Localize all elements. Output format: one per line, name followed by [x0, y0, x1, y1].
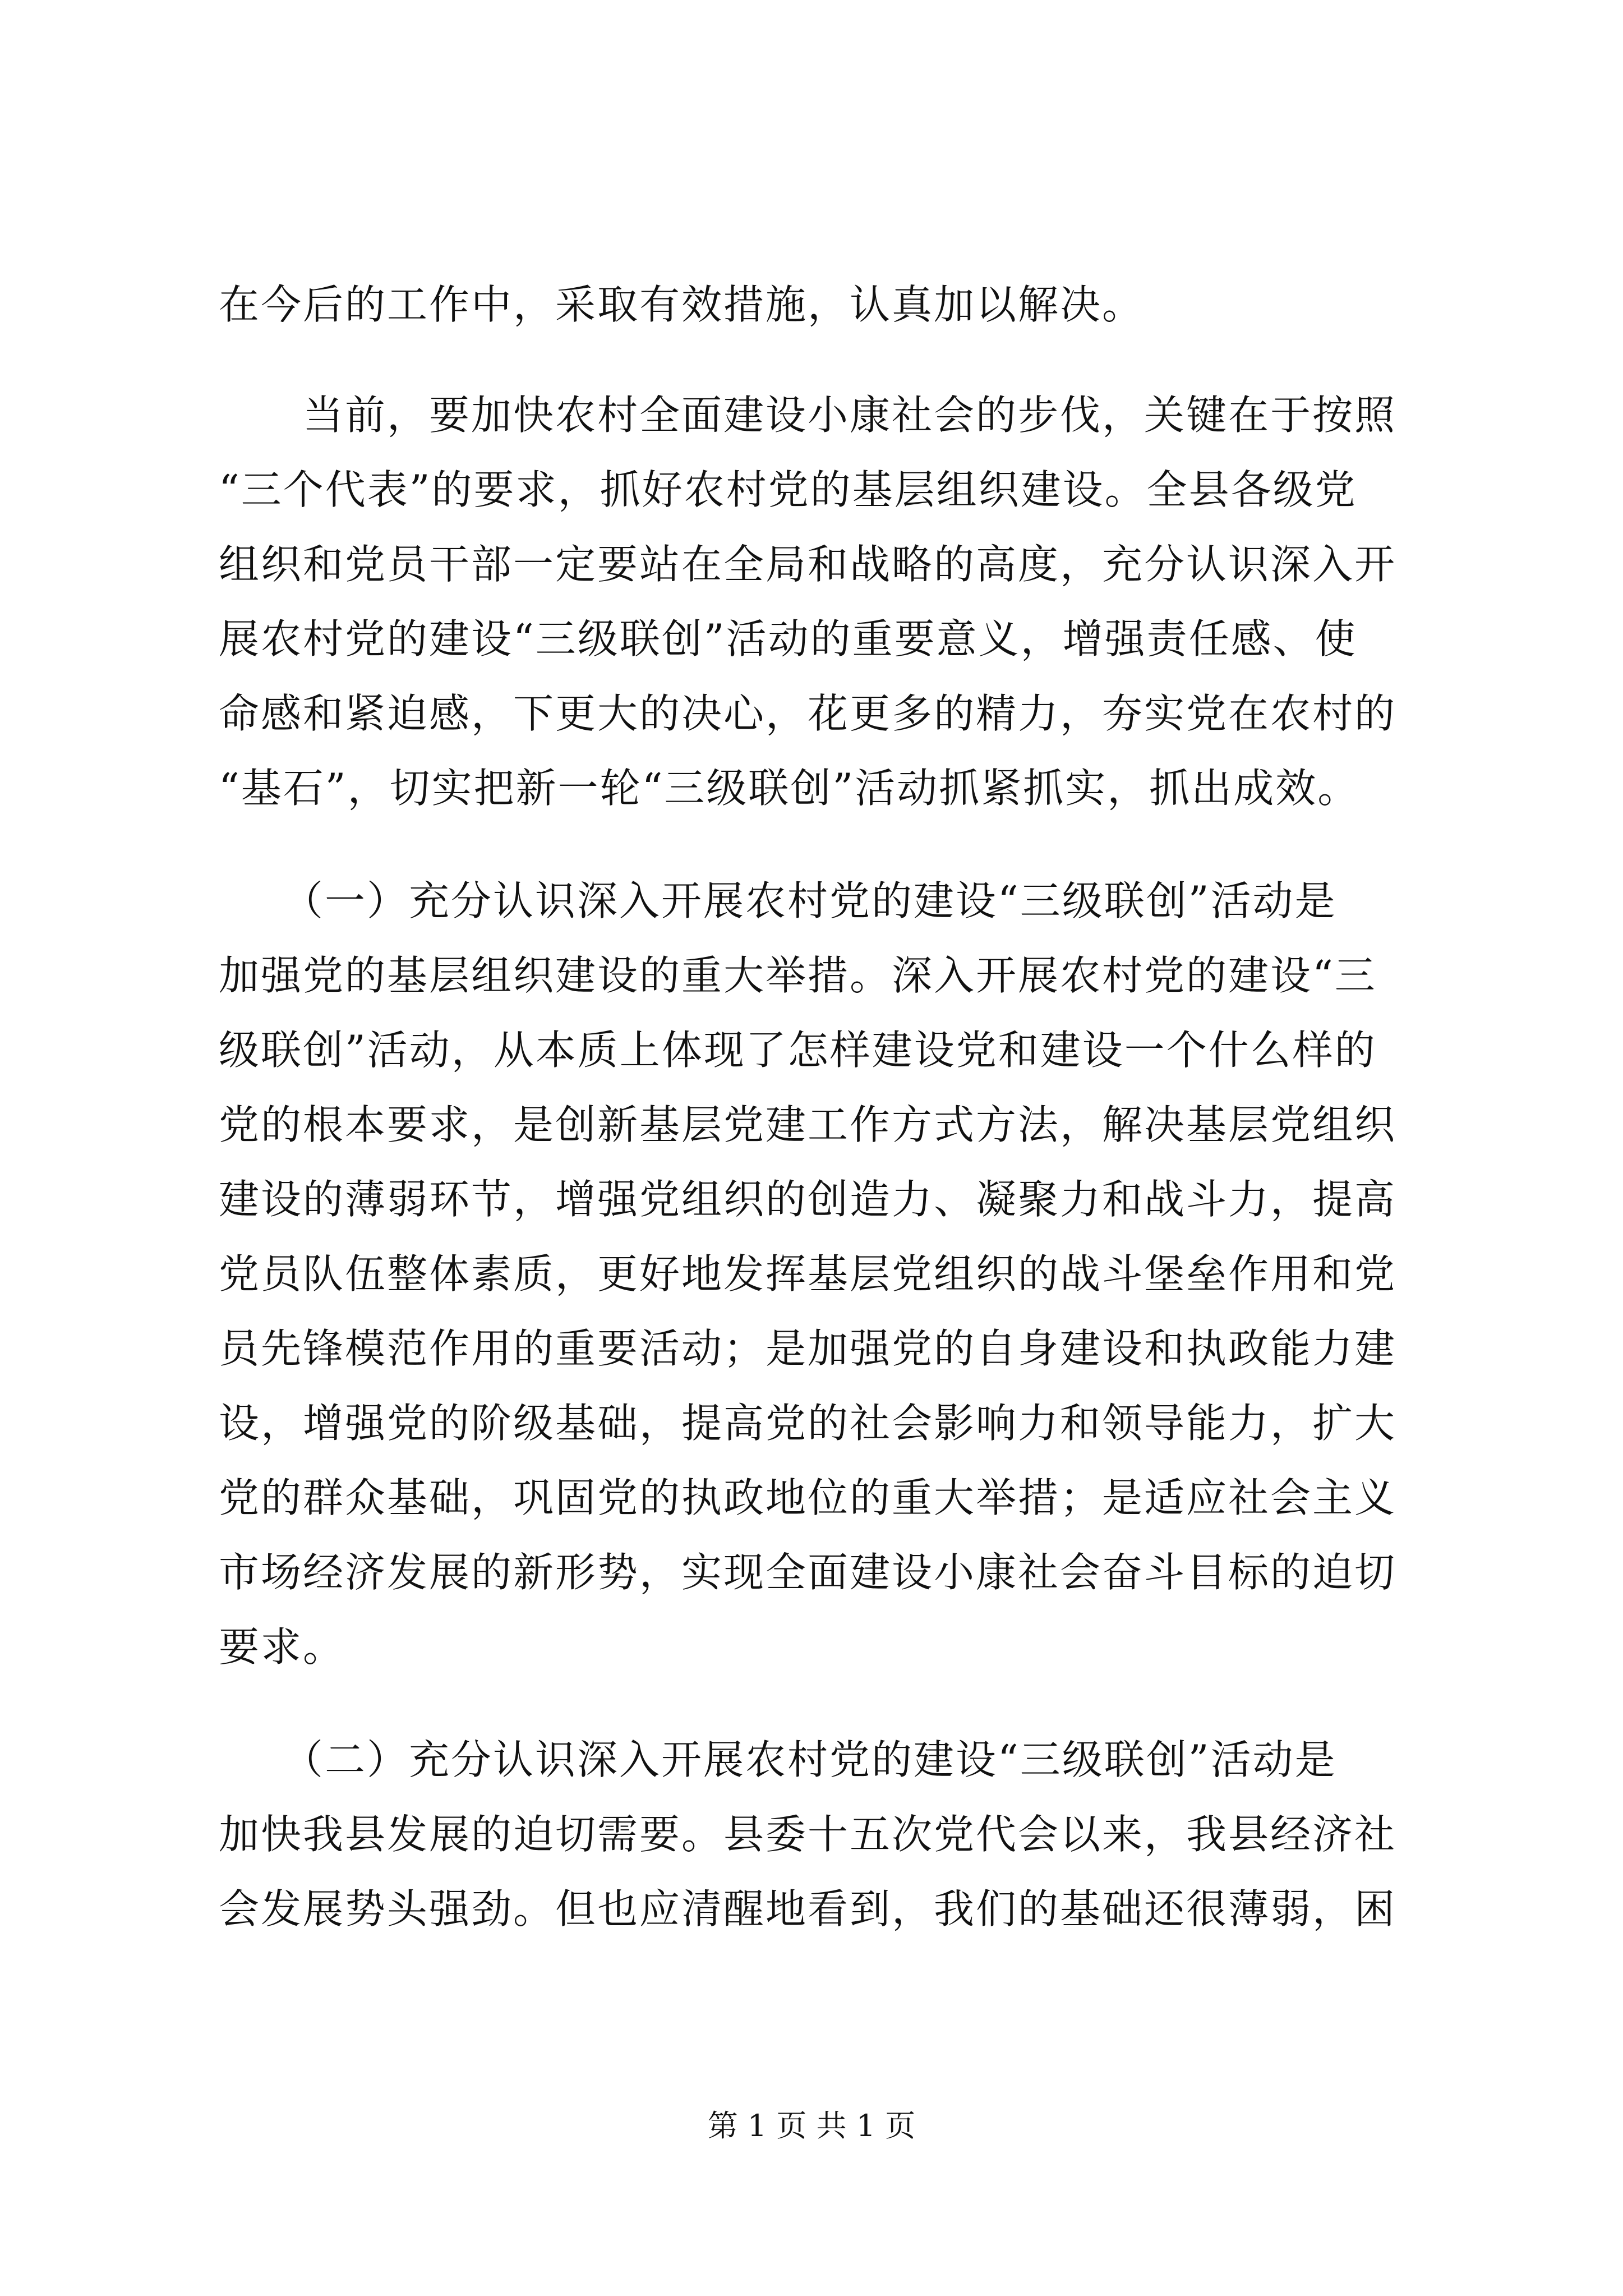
body-text-line: 会发展势头强劲。但也应清醒地看到，我们的基础还很薄弱，困	[219, 1885, 1397, 1932]
body-text-line: （一）充分认识深入开展农村党的建设“三级联创”活动是	[219, 877, 1337, 924]
body-text-line: 员先锋模范作用的重要活动；是加强党的自身建设和执政能力建	[219, 1325, 1397, 1372]
body-text-line: 党员队伍整体素质，更好地发挥基层党组织的战斗堡垒作用和党	[219, 1250, 1397, 1297]
body-text-line: 在今后的工作中，采取有效措施，认真加以解决。	[219, 281, 1145, 328]
body-text-line: 组织和党员干部一定要站在全局和战略的高度，充分认识深入开	[219, 541, 1397, 588]
body-text-line: 建设的薄弱环节，增强党组织的创造力、凝聚力和战斗力，提高	[219, 1176, 1397, 1223]
body-text-line: 展农村党的建设“三级联创”活动的重要意义，增强责任感、使	[219, 615, 1357, 662]
body-text-line: “三个代表”的要求，抓好农村党的基层组织建设。全县各级党	[219, 466, 1357, 513]
body-text-line: 命感和紧迫感，下更大的决心，花更多的精力，夯实党在农村的	[219, 690, 1397, 737]
body-text-line: 设，增强党的阶级基础，提高党的社会影响力和领导能力，扩大	[219, 1400, 1397, 1447]
body-text-line: 加快我县发展的迫切需要。县委十五次党代会以来，我县经济社	[219, 1811, 1397, 1858]
body-text-line: 当前，要加快农村全面建设小康社会的步伐，关键在于按照	[219, 392, 1397, 439]
body-text-line: （二）充分认识深入开展农村党的建设“三级联创”活动是	[219, 1736, 1337, 1783]
body-text-line: 党的根本要求，是创新基层党建工作方式方法，解决基层党组织	[219, 1101, 1397, 1148]
body-text-line: 党的群众基础，巩固党的执政地位的重大举措；是适应社会主义	[219, 1474, 1397, 1521]
body-text-line: 市场经济发展的新形势，实现全面建设小康社会奋斗目标的迫切	[219, 1549, 1397, 1596]
body-text-line: “基石”，切实把新一轮“三级联创”活动抓紧抓实，抓出成效。	[219, 765, 1360, 812]
page-footer: 第 1 页 共 1 页	[707, 2108, 916, 2143]
body-text-line: 级联创”活动，从本质上体现了怎样建设党和建设一个什么样的	[219, 1027, 1377, 1074]
body-text-line: 加强党的基层组织建设的重大举措。深入开展农村党的建设“三	[219, 952, 1377, 999]
body-text-line: 要求。	[219, 1623, 345, 1671]
